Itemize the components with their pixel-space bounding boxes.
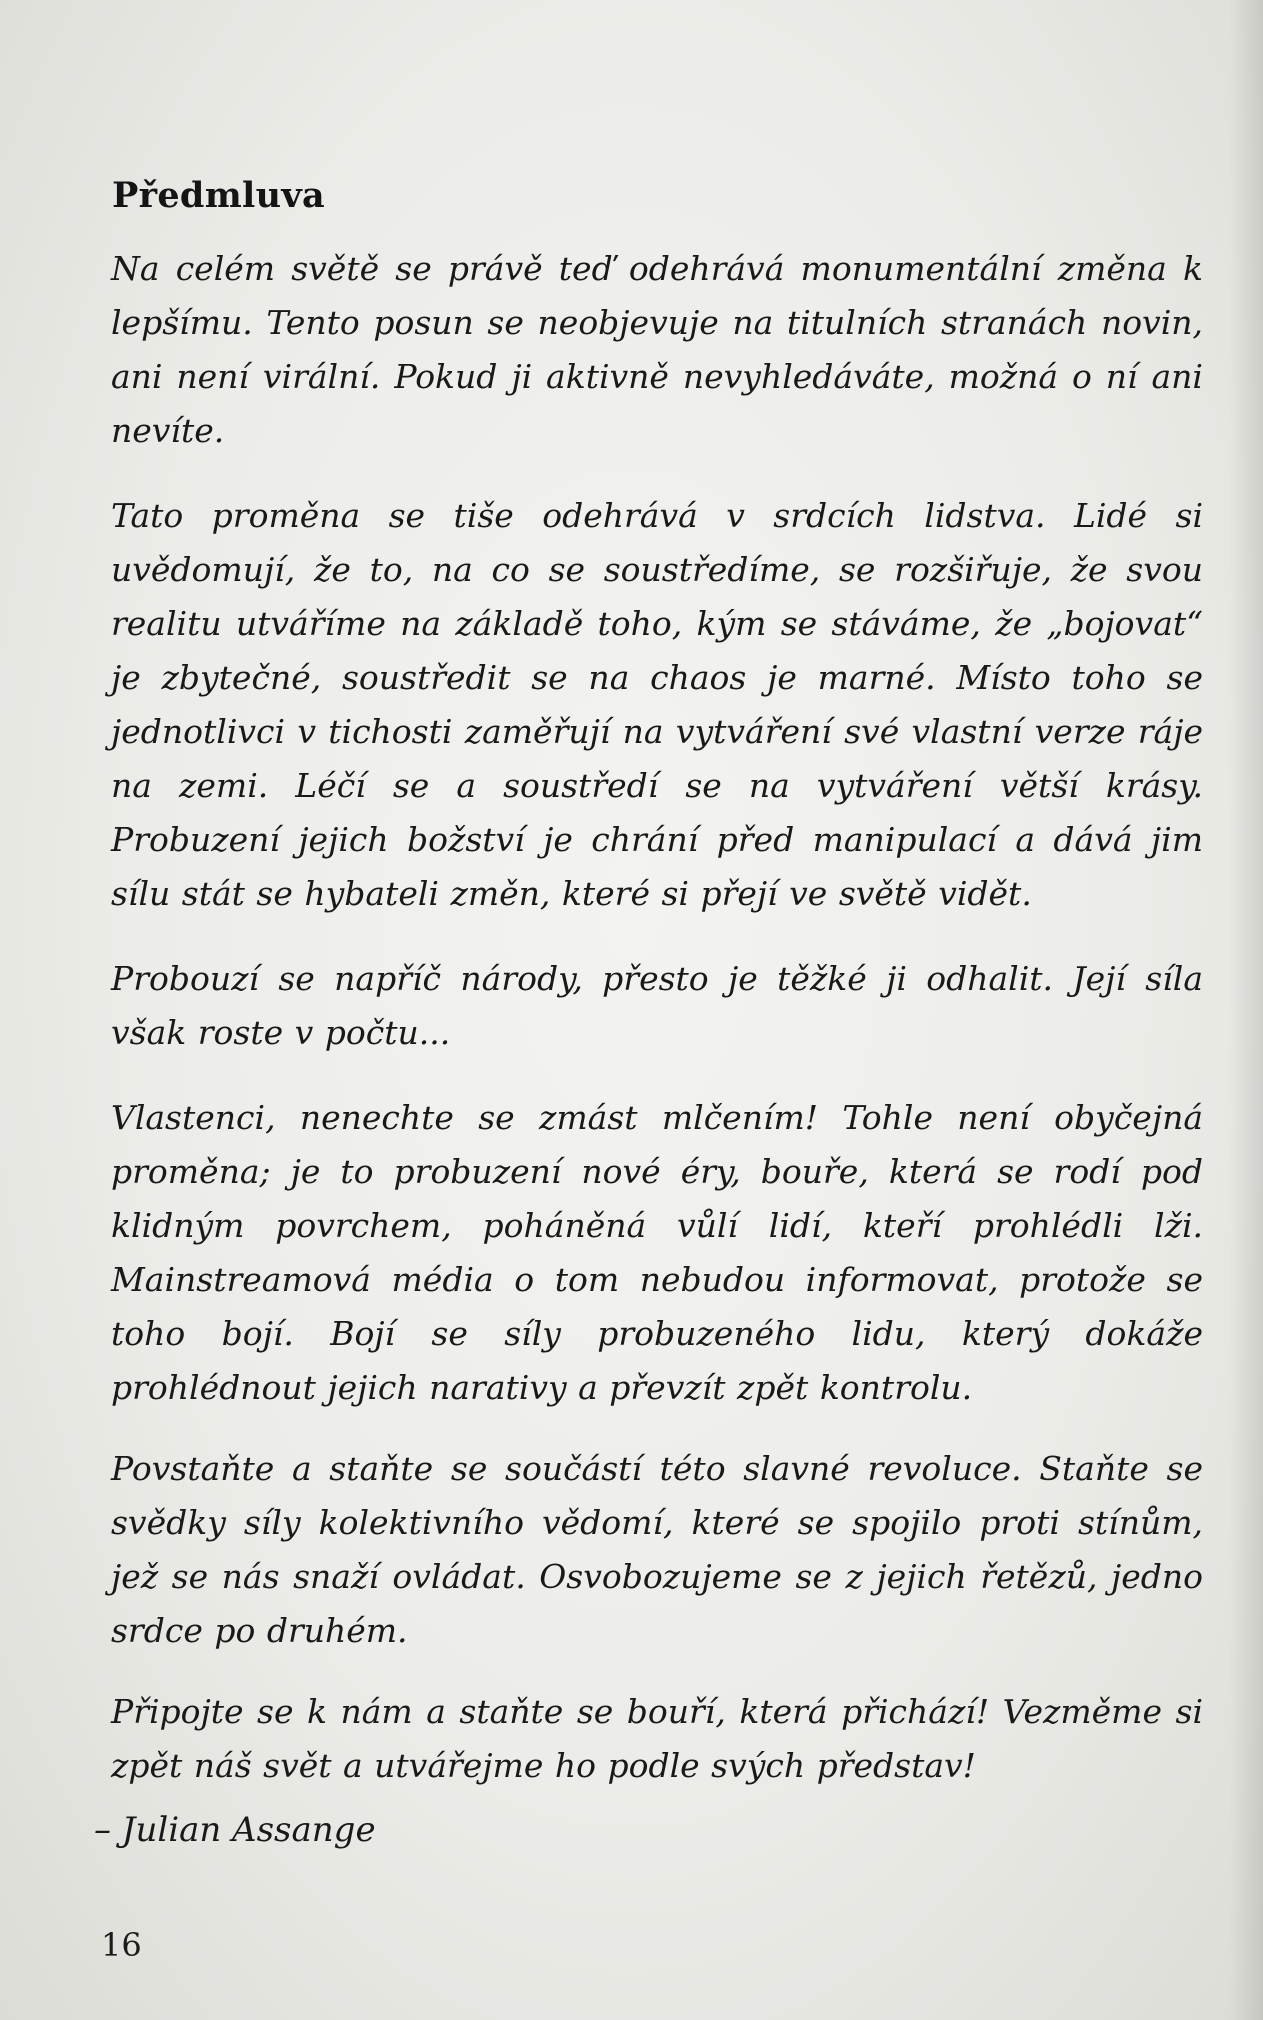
paragraph-awakening: Probouzí se napříč národy, přesto je těžké ji odhalit. Její síla však roste v počtu... [111, 959, 1203, 1052]
paragraph-intro: Na celém světě se právě teď odehrává monumentální změna k lepšímu. Tento posun se neobjevuje na titulních stranách novin, ani není virální. Pokud ji aktivně nevyhledáváte, možná o ní ani nevíte. [111, 249, 1203, 450]
paragraph-transformation: Tato proměna se tiše odehrává v srdcích lidstva. Lidé si uvědomují, že to, na co se soustředíme, se rozšiřuje, že svou realitu utváříme na základě toho, kým se stáváme, že „bojovat“ je zbytečné, soustředit se na chaos je marné. Místo toho se jednotlivci v tichosti zaměřují na vytváření své vlastní verze ráje na zemi. Léčí se a soustředí se na vytváření větší krásy. Probuzení jejich božství je chrání před manipulací a dává jim sílu stát se hybateli změn, které si přejí ve světě vidět. [111, 496, 1203, 913]
body-text [111, 242, 1203, 1824]
paragraph-call-to-action: Připojte se k nám a staňte se bouří, která přichází! Vezměme si zpět náš svět a utvářejme ho podle svých představ! [111, 1692, 1203, 1785]
quote-signature: – Julian Assange [94, 1810, 376, 1850]
paragraph-revolution: Povstaňte a staňte se součástí této slavné revoluce. Staňte se svědky síly kolektivního vědomí, které se spojilo proti stínům, jež se nás snaží ovládat. Osvobozujeme se z jejich řetězů, jedno srdce po druhém. [111, 1449, 1203, 1650]
chapter-heading: Předmluva [112, 175, 325, 216]
paragraph-patriots: Vlastenci, nenechte se zmást mlčením! Tohle není obyčejná proměna; je to probuzení nové éry, bouře, která se rodí pod klidným povrchem, poháněná vůlí lidí, kteří prohlédli lži. Mainstreamová média o tom nebudou informovat, protože se toho bojí. Bojí se síly probuzeného lidu, který dokáže prohlédnout jejich narativy a převzít zpět kontrolu. [111, 1098, 1203, 1407]
page-number: 16 [101, 1926, 142, 1964]
page-edge-shadow [1229, 0, 1263, 2020]
